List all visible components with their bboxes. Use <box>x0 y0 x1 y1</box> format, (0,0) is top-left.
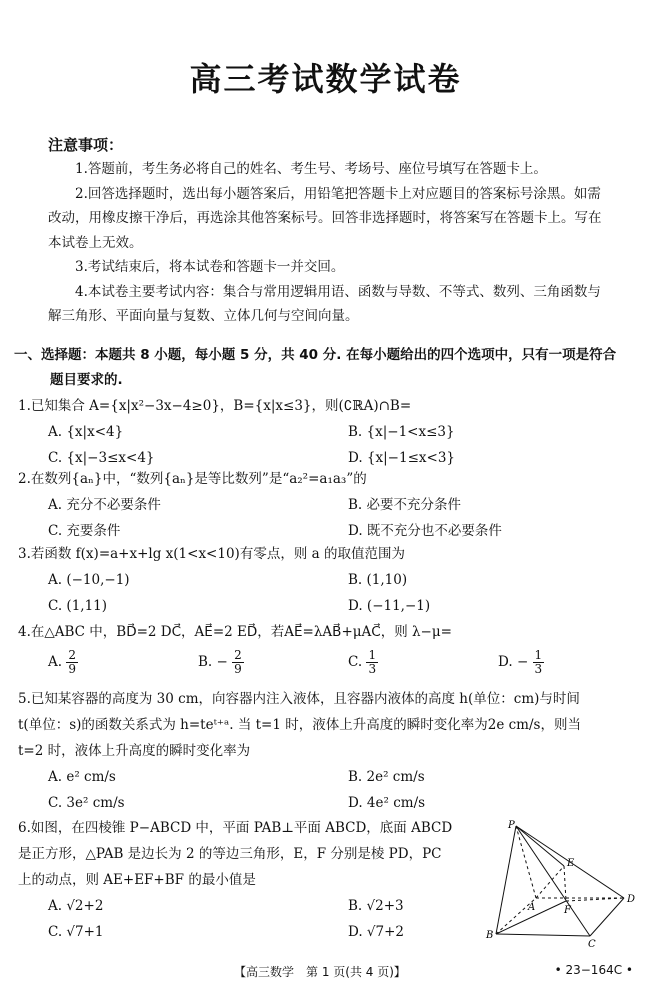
option-b[interactable]: B. 2e² cm/s <box>348 769 425 785</box>
question-stem-line: 上的动点，则 AE+EF+BF 的最小值是 <box>18 872 256 888</box>
options-row <box>18 419 638 445</box>
option-label: C. <box>348 654 363 670</box>
question-stem: 3.若函数 f(x)=a+x+lg x(1<x<10)有零点，则 a 的取值范围为 <box>18 546 405 562</box>
option-b[interactable]: B. 必要不充分条件 <box>348 497 462 513</box>
question-3 <box>18 541 638 619</box>
note-item: 4.本试卷主要考试内容：集合与常用逻辑用语、函数与导数、不等式、数列、三角函数与解三角形、平面向量与复数、立体几何与空间向量。 <box>48 283 601 324</box>
note-item: 3.考试结束后，将本试卷和答题卡一并交回。 <box>75 259 345 275</box>
option-a[interactable]: A. 充分不必要条件 <box>48 497 161 513</box>
label-a: A <box>528 902 536 913</box>
footer-page-info: 【高三数学 第 1 页(共 4 页)】 <box>234 965 406 979</box>
options-row <box>18 567 638 593</box>
option-b[interactable]: B. (1,10) <box>348 572 408 588</box>
option-b[interactable]: B. √2+3 <box>348 898 404 914</box>
options-row <box>18 893 488 919</box>
option-d[interactable]: D. {x|−1≤x<3} <box>348 450 455 466</box>
options-row <box>18 593 638 619</box>
options-row <box>18 764 638 790</box>
option-label: B. <box>198 654 213 670</box>
label-c: C <box>588 939 596 950</box>
question-4 <box>18 619 638 685</box>
footer-code: • 23−164C • <box>554 963 633 977</box>
option-a[interactable]: A. {x|x<4} <box>48 424 124 440</box>
option-a[interactable]: A. (−10,−1) <box>48 572 130 588</box>
option-b[interactable]: B. {x|−1<x≤3} <box>348 424 455 440</box>
option-d[interactable]: D. 既不充分也不必要条件 <box>348 523 502 539</box>
question-stem-line: 是正方形，△PAB 是边长为 2 的等边三角形，E，F 分别是棱 PD，PC <box>18 846 442 862</box>
question-1 <box>18 393 638 471</box>
denominator: 3 <box>368 662 377 676</box>
option-d[interactable]: D. (−11,−1) <box>348 598 431 614</box>
notes-heading: 注意事项： <box>48 136 124 154</box>
option-c[interactable]: C. 3e² cm/s <box>48 795 125 811</box>
option-d[interactable]: D. 4e² cm/s <box>348 795 426 811</box>
options-row <box>18 790 638 816</box>
pyramid-figure <box>484 816 644 951</box>
fraction <box>533 649 545 676</box>
label-d: D <box>627 894 636 905</box>
denominator: 9 <box>68 662 76 676</box>
options-row <box>18 919 488 945</box>
question-stem: 1.已知集合 A={x|x²−3x−4≥0}，B={x|x≤3}，则(∁ℝA)∩B= <box>18 398 412 414</box>
option-label: A. <box>48 654 63 670</box>
section-heading-line1: 一、选择题：本题共 8 小题，每小题 5 分，共 40 分. 在每小题给出的四个选项中，只有一项是符合 <box>14 347 617 363</box>
notes-block <box>48 157 608 329</box>
label-p: P <box>508 820 515 831</box>
numerator: 2 <box>234 648 242 662</box>
option-a[interactable]: A. √2+2 <box>48 898 104 914</box>
question-stem: 4.在△ABC 中，BD⃗=2 DC⃗，AE⃗=2 ED⃗，若AE⃗=λAB⃗+μAC⃗，则 λ−μ= <box>18 624 452 640</box>
question-5 <box>18 686 638 816</box>
option-c[interactable]: C. √7+1 <box>48 924 104 940</box>
option-label: D. <box>498 654 513 670</box>
label-b: B <box>486 930 494 941</box>
option-c[interactable]: C. (1,11) <box>48 598 108 614</box>
option-d[interactable] <box>498 649 544 676</box>
fraction <box>66 649 78 676</box>
numerator: 1 <box>534 648 543 662</box>
question-2 <box>18 466 638 544</box>
question-stem: 2.在数列{aₙ}中，“数列{aₙ}是等比数列”是“a₂²=a₁a₃”的 <box>18 471 367 487</box>
label-f: F <box>564 905 571 916</box>
option-a[interactable] <box>48 649 78 676</box>
fraction <box>232 649 244 676</box>
option-sign: − <box>516 654 529 670</box>
question-stem-line: t=2 时，液体上升高度的瞬时变化率为 <box>18 743 251 759</box>
options-row <box>18 649 638 685</box>
question-6 <box>18 815 488 945</box>
note-item: 1.答题前，考生务必将自己的姓名、考生号、考场号、座位号填写在答题卡上。 <box>75 161 547 177</box>
numerator: 1 <box>368 648 377 662</box>
option-d[interactable]: D. √7+2 <box>348 924 405 940</box>
options-row <box>18 492 638 518</box>
option-sign: − <box>216 654 228 670</box>
section-heading <box>14 343 644 393</box>
option-c[interactable]: C. 充要条件 <box>48 523 121 539</box>
denominator: 3 <box>534 662 543 676</box>
numerator: 2 <box>68 648 76 662</box>
label-e: E <box>567 858 575 869</box>
note-item: 2.回答选择题时，选出每小题答案后，用铅笔把答题卡上对应题目的答案标号涂黑。如需改动，用橡皮擦干净后，再选涂其他答案标号。回答非选择题时，将答案写在答题卡上。写在本试卷上无效。 <box>48 185 602 251</box>
question-stem-line: 6.如图，在四棱锥 P−ABCD 中，平面 PAB⊥平面 ABCD，底面 ABCD <box>18 820 453 836</box>
denominator: 9 <box>234 662 242 676</box>
option-c[interactable] <box>348 649 378 676</box>
question-stem-line: t(单位：s)的函数关系式为 h=teᵗ⁺ᵃ. 当 t=1 时，液体上升高度的瞬时变化率为2e cm/s，则当 <box>18 717 581 733</box>
section-heading-line2: 题目要求的. <box>50 372 123 388</box>
option-c[interactable]: C. {x|−3≤x<4} <box>48 450 155 466</box>
question-stem-line: 5.已知某容器的高度为 30 cm，向容器内注入液体，且容器内液体的高度 h(单位：cm)与时间 <box>18 691 580 707</box>
fraction <box>366 649 378 676</box>
option-b[interactable] <box>198 649 244 676</box>
option-a[interactable]: A. e² cm/s <box>48 769 116 785</box>
page-title: 高三考试数学试卷 <box>189 60 462 98</box>
